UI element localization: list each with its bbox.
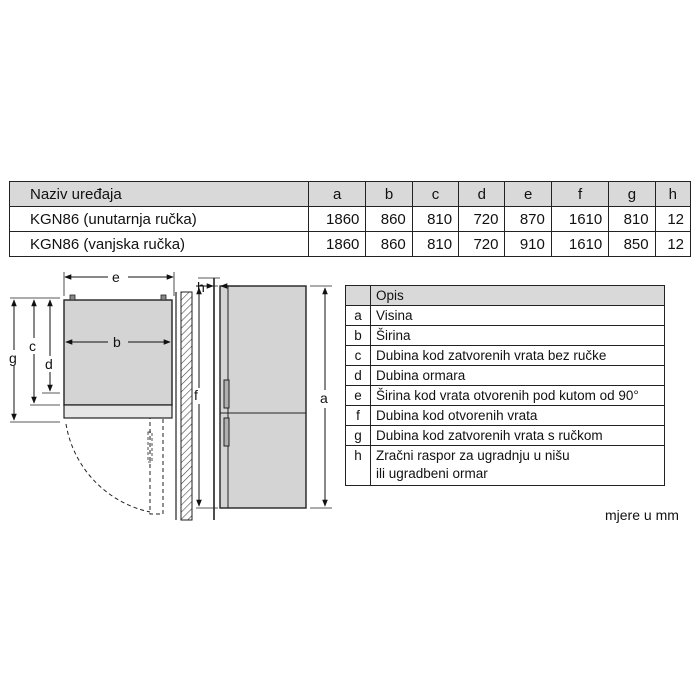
- header-g: g: [609, 182, 655, 207]
- row-device-name: KGN86 (vanjska ručka): [10, 232, 309, 257]
- wall-hatch: [181, 292, 192, 520]
- label-c: c: [29, 338, 36, 354]
- legend-label: Visina: [371, 306, 665, 326]
- legend-label: Dubina ormara: [371, 366, 665, 386]
- legend-row: [346, 326, 665, 346]
- header-a: a: [309, 182, 366, 207]
- legend-key: h: [346, 446, 371, 486]
- header-b: b: [366, 182, 412, 207]
- legend-row: [346, 426, 665, 446]
- legend-label: Dubina kod zatvorenih vrata s ručkom: [371, 426, 665, 446]
- legend-row: [346, 406, 665, 426]
- legend-label-line1: Zračni raspor za ugradnju u nišu: [376, 448, 570, 463]
- row-value-e: 910: [505, 232, 551, 257]
- top-view: [10, 272, 192, 520]
- row-value-h: 12: [655, 232, 690, 257]
- fridge-door-top: [64, 405, 172, 418]
- legend-title: Opis: [371, 286, 665, 306]
- legend-header-row: [346, 286, 665, 306]
- header-h: h: [655, 182, 690, 207]
- legend-row: [346, 446, 665, 486]
- row-value-c: 810: [412, 207, 458, 232]
- legend-row: [346, 386, 665, 406]
- legend-label: Širina kod vrata otvorenih pod kutom od 90°: [371, 386, 665, 406]
- legend-key: g: [346, 426, 371, 446]
- legend-label: Širina: [371, 326, 665, 346]
- fridge-body-side: [220, 286, 306, 508]
- label-d: d: [45, 356, 53, 372]
- legend-label: Dubina kod zatvorenih vrata bez ručke: [371, 346, 665, 366]
- legend-table: [345, 285, 665, 486]
- door-swing-arc: [66, 424, 150, 512]
- spacer-right: [161, 295, 166, 300]
- row-value-e: 870: [505, 207, 551, 232]
- legend-key: f: [346, 406, 371, 426]
- header-d: d: [459, 182, 505, 207]
- legend-key: c: [346, 346, 371, 366]
- row-value-a: 1860: [309, 207, 366, 232]
- label-g: g: [9, 350, 17, 366]
- row-value-f: 1610: [551, 207, 608, 232]
- row-value-b: 860: [366, 207, 412, 232]
- row-value-b: 860: [366, 232, 412, 257]
- label-h: h: [197, 279, 205, 295]
- legend-row: [346, 366, 665, 386]
- label-f: f: [194, 387, 198, 403]
- row-value-g: 850: [609, 232, 655, 257]
- row-value-f: 1610: [551, 232, 608, 257]
- row-value-a: 1860: [309, 232, 366, 257]
- legend-key: b: [346, 326, 371, 346]
- lower-handle: [224, 418, 229, 446]
- row-value-c: 810: [412, 232, 458, 257]
- legend-key: a: [346, 306, 371, 326]
- units-note: mjere u mm: [605, 507, 679, 523]
- row-value-h: 12: [655, 207, 690, 232]
- header-e: e: [505, 182, 551, 207]
- legend-label-multiline: [371, 446, 665, 486]
- legend-key: e: [346, 386, 371, 406]
- fridge-body-top: [64, 300, 172, 405]
- legend-row: [346, 346, 665, 366]
- header-c: c: [412, 182, 458, 207]
- side-view: [196, 278, 332, 520]
- spacer-left: [70, 295, 75, 300]
- legend-row: [346, 306, 665, 326]
- legend-label-line2: ili ugradbeni ormar: [376, 466, 488, 481]
- door-open-outline: [150, 418, 163, 514]
- label-a: a: [320, 390, 328, 406]
- upper-handle: [224, 380, 229, 408]
- row-value-d: 720: [459, 232, 505, 257]
- row-device-name: KGN86 (unutarnja ručka): [10, 207, 309, 232]
- label-b: b: [113, 334, 121, 350]
- legend-header-key: [346, 286, 371, 306]
- header-device-name: Naziv uređaja: [10, 182, 309, 207]
- legend-key: d: [346, 366, 371, 386]
- legend-label: Dubina kod otvorenih vrata: [371, 406, 665, 426]
- header-f: f: [551, 182, 608, 207]
- row-value-g: 810: [609, 207, 655, 232]
- label-e: e: [112, 269, 120, 285]
- row-value-d: 720: [459, 207, 505, 232]
